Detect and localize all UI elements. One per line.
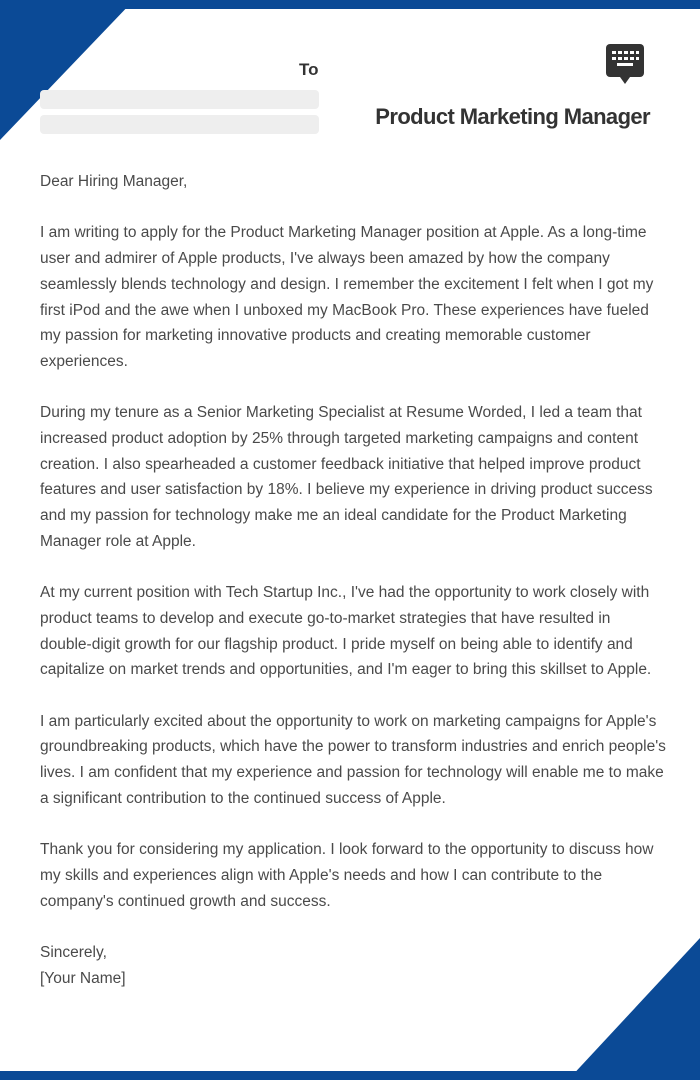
recipient-address-placeholder-line-2 — [40, 115, 319, 134]
chat-bubble-keyboard-icon — [606, 44, 644, 86]
letter-paragraph-1: I am writing to apply for the Product Marketing Manager position at Apple. As a long-time user and admirer of Apple products, I've always been amazed by how the company seamlessly blends technology and design. I remember the excitement I felt when I got my first iPod and the awe when I unboxed my MacBook Pro. These experiences have fueled my passion for marketing innovative products and creating memorable customer experiences. — [40, 224, 654, 370]
letter-paragraph-2: During my tenure as a Senior Marketing Specialist at Resume Worded, I led a team that increased product adoption by 25% through targeted marketing campaigns and content creation. I also spearheaded a customer feedback initiative that helped improve product features and user satisfaction by 18%. I believe my experience in driving product success and my passion for technology make me an ideal candidate for the Product Marketing Manager role at Apple. — [40, 404, 653, 550]
letter-closing: Sincerely, — [40, 944, 107, 961]
cover-letter-body — [40, 169, 666, 991]
salutation: Dear Hiring Manager, — [40, 173, 188, 190]
recipient-to-label: To — [299, 60, 319, 79]
letter-signature: [Your Name] — [40, 969, 126, 987]
job-title-heading: Product Marketing Manager — [375, 104, 650, 129]
recipient-address-placeholder-line-1 — [40, 90, 319, 109]
letter-paragraph-4: I am particularly excited about the opportunity to work on marketing campaigns for Apple's groundbreaking products, which have the power to transform industries and enrich people's lives. I am confident that my experience and passion for technology will enable me to make a significant contribution to the continued success of Apple. — [40, 712, 666, 807]
letter-paragraph-3: At my current position with Tech Startup Inc., I've had the opportunity to work closely with product teams to develop and execute go-to-market strategies that have resulted in double-digit growth for our flagship product. I pride myself on being able to identify and capitalize on market trends and opportunities, and I'm eager to bring this skillset to Apple. — [40, 584, 652, 679]
letter-paragraph-5: Thank you for considering my application. I look forward to the opportunity to discuss how my skills and experiences align with Apple's needs and how I can contribute to the company's continued growth and success. — [40, 841, 654, 910]
bottom-border — [0, 1071, 700, 1080]
